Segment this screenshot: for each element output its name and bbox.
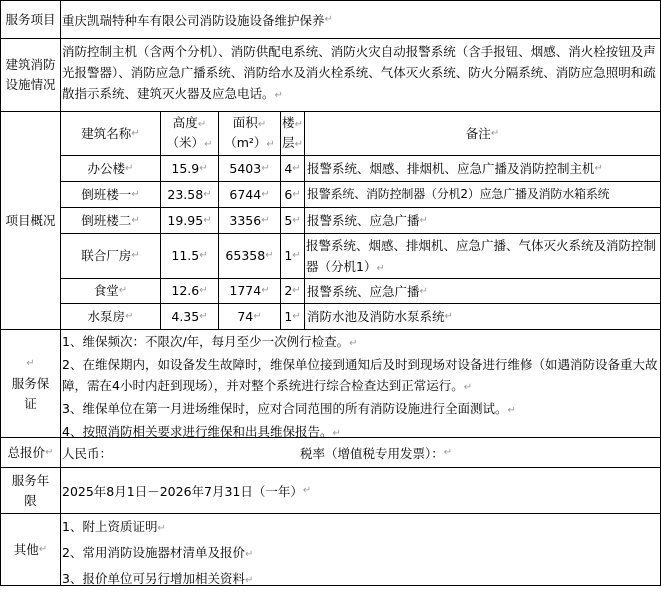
building-remark: 消防水池及消防水泵系统 ↵ — [307, 309, 453, 324]
building-area: 74 ↵ — [237, 308, 262, 324]
header-height: 高度↵ （米）↵ — [166, 114, 213, 150]
list-item: 3、报价单位可另行增加相关资料↵ — [62, 571, 254, 586]
building-area: 3356 ↵ — [229, 212, 270, 228]
total-price-label: 总报价 ↵ — [7, 444, 54, 460]
building-name: 水泵房 ↵ — [87, 308, 134, 324]
building-area: 1774 ↵ — [229, 283, 270, 298]
list-item: 3、维保单位在第一月进场维保时，应对合同范围的所有消防设施进行全面测试。↵ — [62, 401, 516, 416]
building-remark: 报警系统、消防控制器（分机2）应急广播及消防水箱系统 — [307, 187, 610, 201]
building-remark: 报警系统、应急广播 ↵ — [307, 213, 428, 228]
building-name: 食堂 ↵ — [93, 283, 128, 298]
list-item: 2、在维保期内，如设备发生故障时，维保单位接到通知后及时到现场对设备进行维修（如遇消防设备重大故障，需在4小时内赶到现场），并对整个系统进行综合检查达到正常运行。↵ — [62, 357, 658, 393]
header-floors: 楼↵ 层↵ — [282, 114, 303, 150]
list-item: 2、常用消防设施器材清单及报价↵ — [62, 545, 254, 560]
building-name: 倒班楼一 ↵ — [81, 186, 140, 202]
service-guarantee-list — [62, 331, 659, 437]
others-list — [62, 515, 659, 585]
header-building-name: 建筑名称 ↵ — [81, 125, 140, 141]
building-height: 15.9 ↵ — [171, 160, 208, 176]
list-item: 1、维保频次：不限次/年，每月至少一次例行检查。↵ — [62, 334, 358, 349]
building-height: 12.6 ↵ — [171, 283, 208, 298]
service-years-value: 2025年8月1日－2026年7月31日（一年） ↵ — [62, 483, 312, 499]
building-floors: 1 ↵ — [284, 308, 301, 324]
list-item: 4、按照消防相关要求进行维保和出具维保报告。↵ — [62, 424, 341, 439]
list-item: 1、附上资质证明↵ — [62, 519, 166, 534]
building-height: 19.95 ↵ — [167, 212, 212, 228]
building-area: 6744 ↵ — [229, 186, 270, 202]
building-height: 23.58 ↵ — [167, 186, 212, 202]
building-area: 65358 ↵ — [225, 248, 274, 263]
building-floors: 5 ↵ — [284, 212, 301, 228]
total-price-value: 人民币： 税率（增值税专用发票）： ↵ — [62, 445, 453, 461]
project-overview-label: 项目概况 — [5, 212, 56, 228]
building-height: 11.5 ↵ — [171, 248, 208, 263]
building-floors: 1 ↵ — [284, 248, 301, 263]
building-name: 倒班楼二 ↵ — [81, 212, 140, 228]
service-years-label: 服务年 限 — [11, 472, 50, 508]
building-remark: 报警系统、烟感、排烟机、应急广播、气体灭火系统及消防控制器（分机1）↵ — [306, 238, 657, 274]
building-name: 办公楼 ↵ — [87, 160, 134, 176]
service-guarantee-label: ↵ 服务保 证 — [11, 357, 50, 411]
service-item-value: 重庆凯瑞特种车有限公司消防设施设备维护保养 ↵ — [62, 12, 333, 28]
service-item-label: 服务项目 — [5, 11, 56, 27]
building-remark: 报警系统、应急广播 ↵ — [307, 283, 428, 299]
building-fire-label: 建筑消防设施情况 — [5, 57, 56, 92]
others-label: 其他 ↵ — [13, 541, 48, 557]
building-remark: 报警系统、烟感、排烟机、应急广播及消防控制主机 ↵ — [307, 161, 603, 176]
building-area: 5403 ↵ — [229, 160, 270, 176]
building-floors: 4 ↵ — [284, 160, 301, 176]
header-remark: 备注 ↵ — [465, 125, 500, 141]
building-floors: 2 ↵ — [284, 283, 301, 298]
building-height: 4.35 ↵ — [171, 308, 208, 324]
header-area: 面积↵ （m²）↵ — [224, 114, 275, 150]
building-name: 联合厂房 ↵ — [81, 248, 140, 263]
building-floors: 6 ↵ — [284, 186, 301, 202]
building-fire-text: 消防控制主机（含两个分机）、消防供配电系统、消防火灾自动报警系统（含手报钮、烟感、消火栓按钮及声光报警器）、消防应急广播系统、消防给水及消火栓系统、气体灭火系统、防火分隔系统、消防应急照明和疏散指示系统、建筑灭火器及应急电话。↵ — [62, 44, 656, 101]
